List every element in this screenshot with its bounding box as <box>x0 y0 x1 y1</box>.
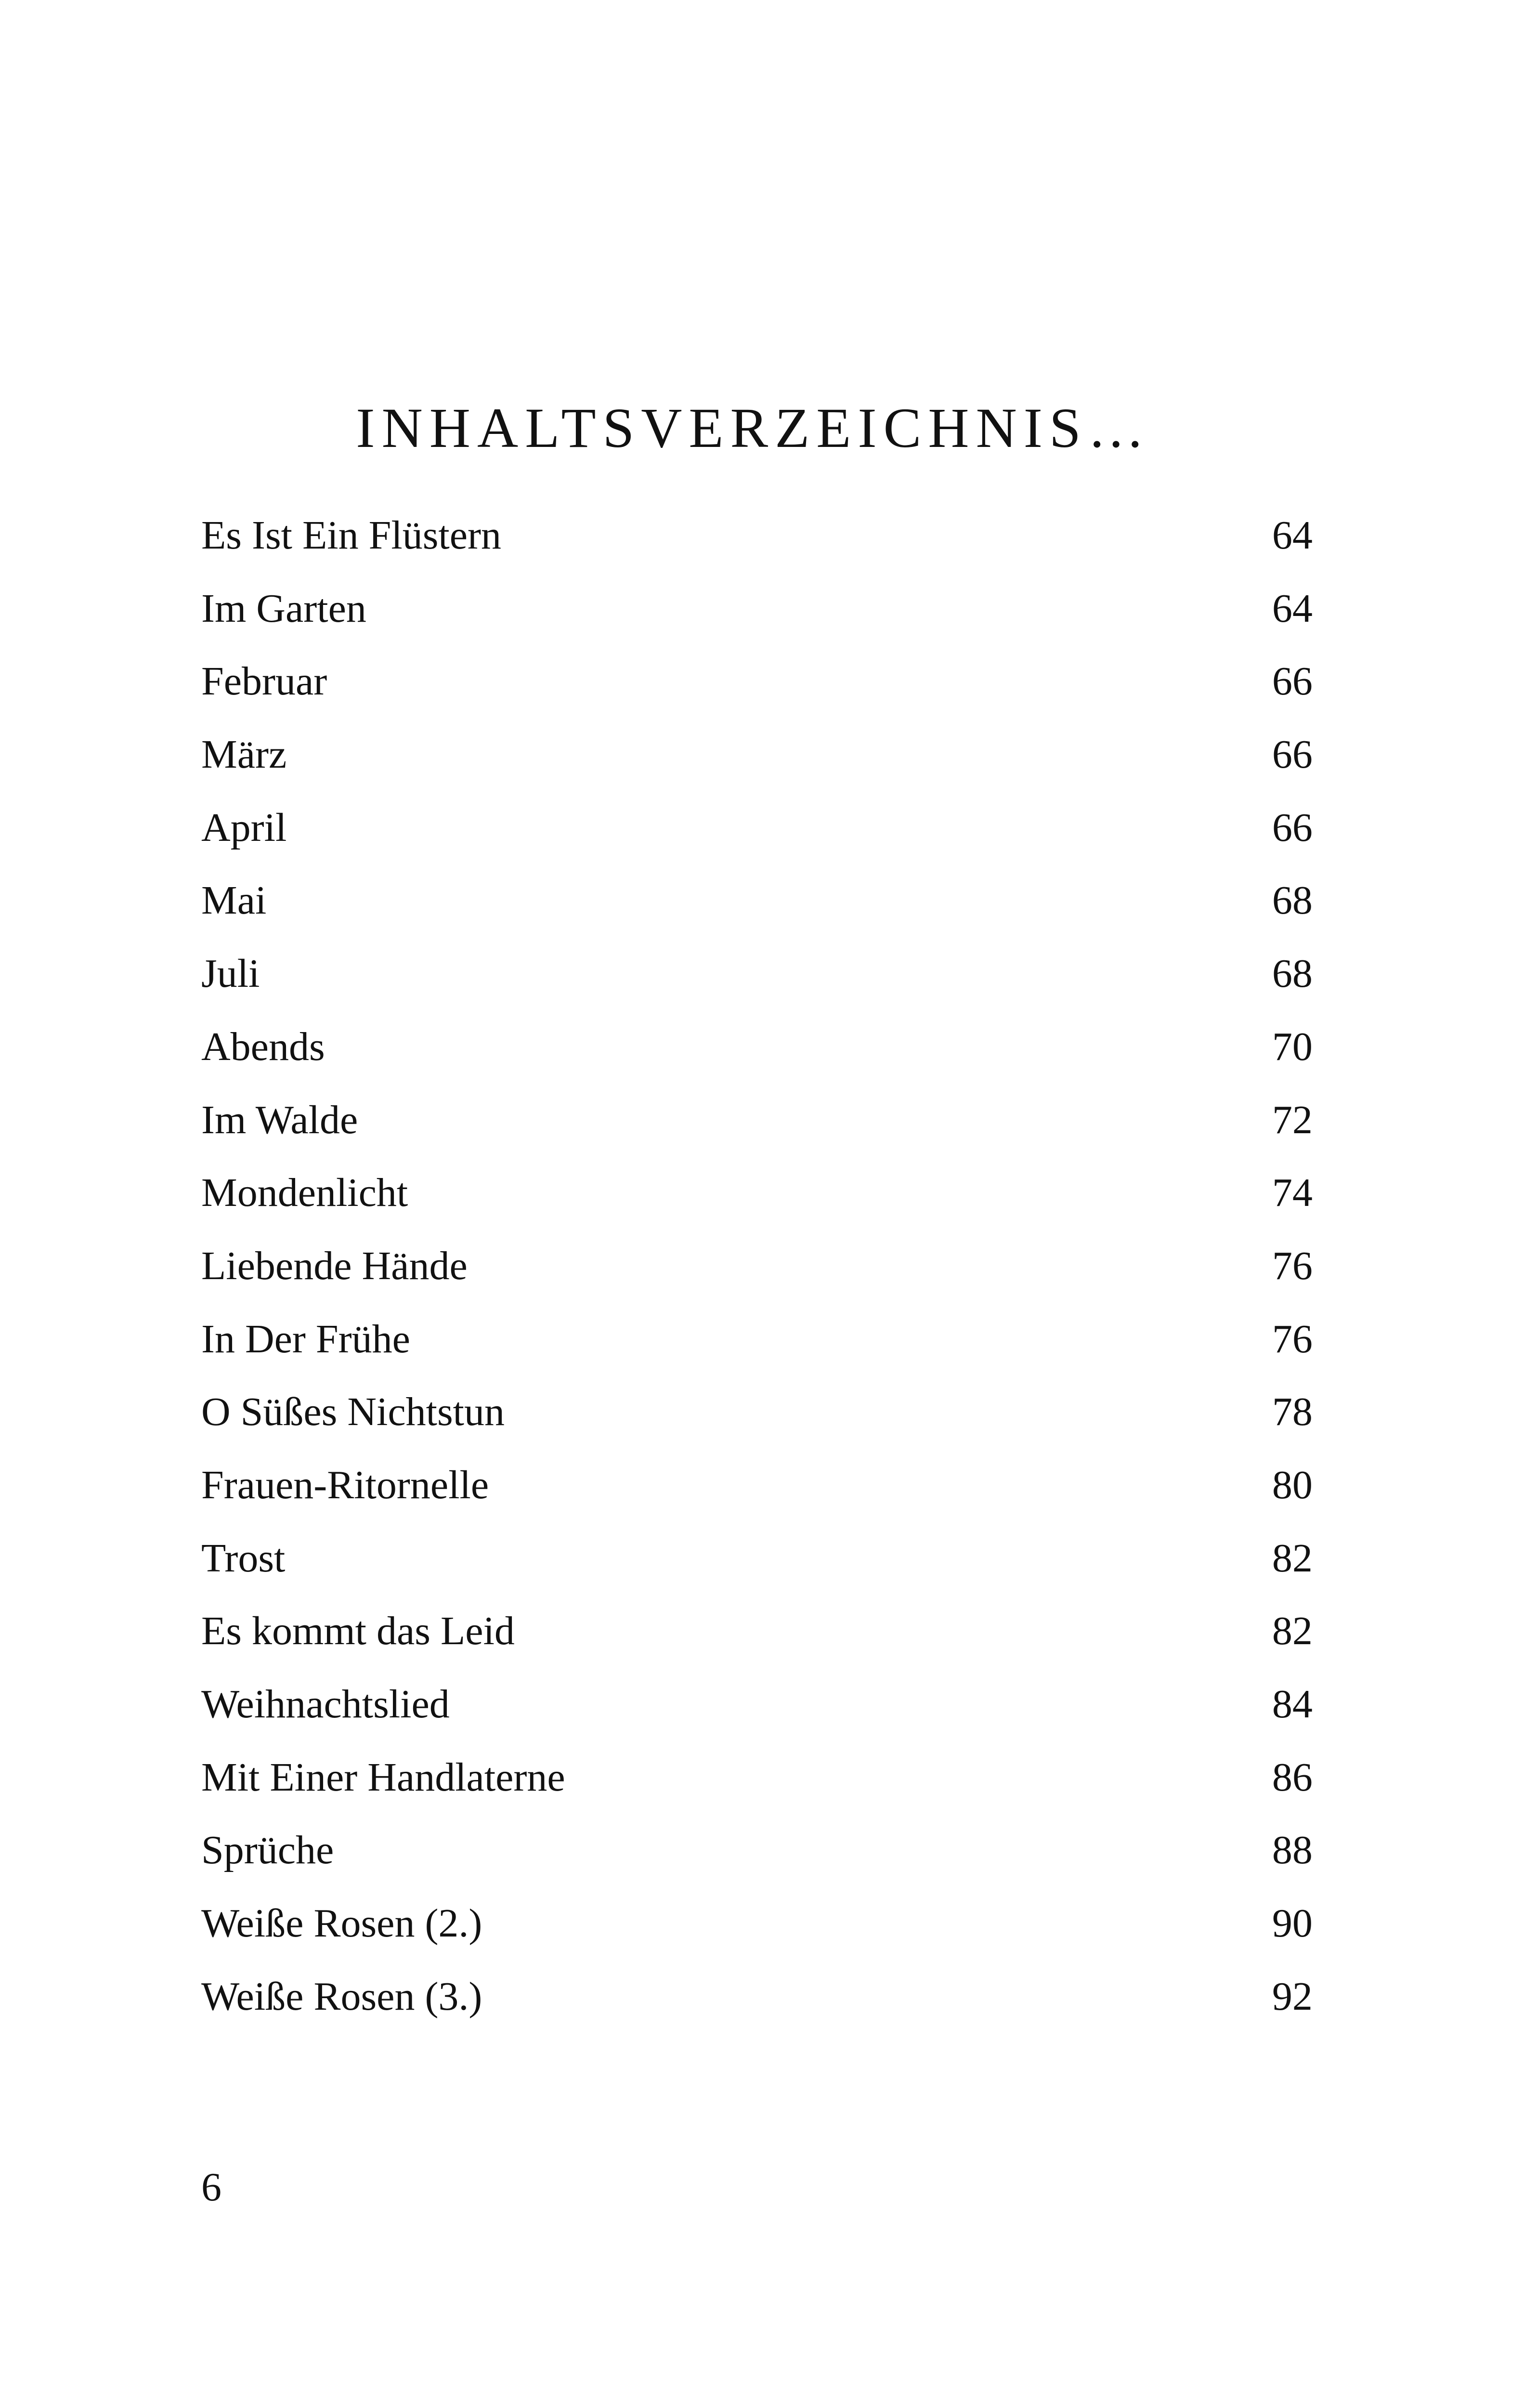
toc-entry-title: Abends <box>201 1024 325 1069</box>
toc-entry-page: 68 <box>1272 878 1313 923</box>
toc-entry-title: Liebende Hände <box>201 1243 468 1288</box>
toc-entry-page: 80 <box>1272 1462 1313 1507</box>
toc-entry-title: März <box>201 732 287 777</box>
toc-entry-title: Weihnachtslied <box>201 1682 450 1727</box>
toc-entry-page: 66 <box>1272 732 1313 777</box>
toc-entry-page: 92 <box>1272 1974 1313 2019</box>
toc-entry <box>201 1389 1313 1465</box>
toc-entry-page: 68 <box>1272 951 1313 996</box>
toc-entry <box>201 1754 1313 1831</box>
toc-entry <box>201 515 1313 589</box>
toc-entry-page: 82 <box>1272 1609 1313 1654</box>
toc-entry <box>201 805 1313 881</box>
toc-entry-page: 78 <box>1272 1389 1313 1435</box>
toc-entry-page: 88 <box>1272 1828 1313 1873</box>
toc-entry-page: 84 <box>1272 1682 1313 1727</box>
toc-entry <box>201 1462 1313 1538</box>
toc-entry <box>201 1684 1313 1757</box>
toc-entry-title: April <box>201 805 287 850</box>
toc-entry-title: Mondenlicht <box>201 1170 408 1216</box>
toc-entry <box>201 1976 1313 2050</box>
toc-entry-title: In Der Frühe <box>201 1316 410 1361</box>
toc-entry-page: 82 <box>1272 1535 1313 1581</box>
toc-entry-title: O Süßes Nichtstun <box>201 1389 505 1435</box>
toc-entry-page: 70 <box>1272 1024 1313 1069</box>
toc-entry-title: Frauen-Ritornelle <box>201 1462 489 1507</box>
toc-entry <box>201 586 1313 662</box>
toc-entry-title: Weiße Rosen (3.) <box>201 1974 482 2019</box>
toc-entry-page: 76 <box>1272 1316 1313 1361</box>
toc-entry-page: 64 <box>1272 586 1313 631</box>
table-of-contents <box>201 515 1313 2049</box>
toc-entry-title: Im Garten <box>201 586 366 631</box>
toc-entry-title: Juli <box>201 951 260 996</box>
toc-entry-title: Es kommt das Leid <box>201 1609 515 1654</box>
toc-entry-page: 74 <box>1272 1170 1313 1216</box>
toc-entry-title: Mit Einer Handlaterne <box>201 1754 565 1800</box>
toc-entry-title: Februar <box>201 659 327 704</box>
toc-entry-page: 64 <box>1272 513 1313 558</box>
toc-entry-page: 72 <box>1272 1097 1313 1142</box>
toc-entry-title: Trost <box>201 1535 286 1581</box>
toc-entry <box>201 1611 1313 1684</box>
toc-entry-title: Es Ist Ein Flüstern <box>201 513 501 558</box>
toc-entry <box>201 1830 1313 1903</box>
toc-entry <box>201 1903 1313 1976</box>
toc-entry-page: 86 <box>1272 1754 1313 1800</box>
page-title: INHALTSVERZEICHNIS… <box>356 396 1151 459</box>
toc-entry-title: Weiße Rosen (2.) <box>201 1901 482 1946</box>
toc-entry <box>201 880 1313 954</box>
toc-entry <box>201 661 1313 734</box>
toc-entry <box>201 1316 1313 1392</box>
page-number: 6 <box>201 2165 221 2210</box>
toc-entry <box>201 1243 1313 1319</box>
toc-entry <box>201 1535 1313 1611</box>
toc-entry <box>201 1024 1313 1100</box>
toc-entry <box>201 1170 1313 1246</box>
toc-entry-title: Im Walde <box>201 1097 358 1142</box>
toc-entry <box>201 1097 1313 1173</box>
toc-entry-title: Mai <box>201 878 267 923</box>
toc-entry-page: 90 <box>1272 1901 1313 1946</box>
toc-entry-page: 76 <box>1272 1243 1313 1288</box>
toc-entry <box>201 734 1313 808</box>
toc-entry-title: Sprüche <box>201 1828 334 1873</box>
toc-entry-page: 66 <box>1272 805 1313 850</box>
toc-entry <box>201 951 1313 1027</box>
toc-entry-page: 66 <box>1272 659 1313 704</box>
